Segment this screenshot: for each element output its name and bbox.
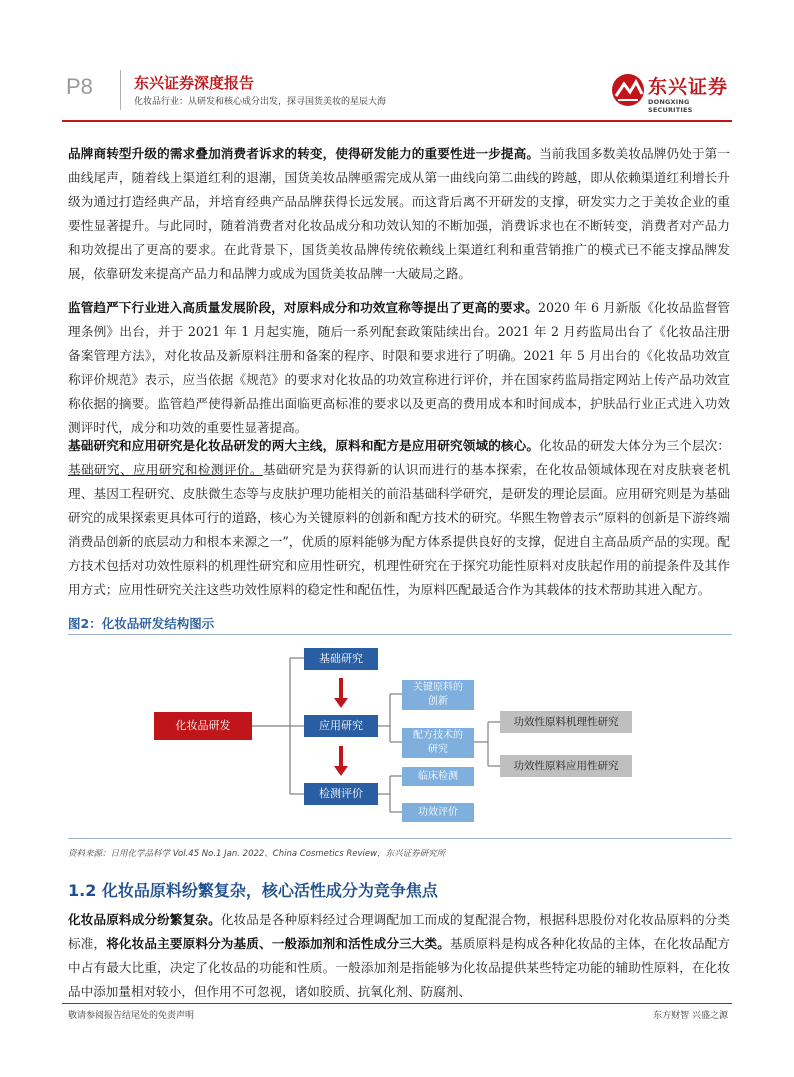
page-header [62, 64, 732, 120]
footer-rule [62, 1003, 732, 1004]
paragraph-4-lead: 化妆品原料成分纷繁复杂。 [68, 912, 221, 927]
section-heading: 1.2 化妆品原料纷繁复杂，核心活性成分为竞争焦点 [68, 881, 438, 900]
logo-text-en: DONGXING SECURITIES [648, 98, 693, 114]
paragraph-1-body: 当前我国多数美妆品牌仍处于第一曲线尾声，随着线上渠道红利的退潮，国货美妆品牌亟需完成从第一曲线向第二曲线的跨越，即从依赖渠道红利增长升级为通过打造经典产品，并培育经典产品品牌获得长远发展。而这背后离不开研发的支撑，研发实力之于美妆企业的重要性显著提升。与此同时，随着消费者对化妆品成分和功效认知的不断加强，消费诉求也在不断转变，消费者对产品力和功效提出了更高的要求。在此背景下，国货美妆品牌传统依赖线上渠道红利和重营销推广的模式已不能支撑品牌发展，依靠研发来提高产品力和品牌力或成为国货美妆品牌一大破局之路。 [68, 146, 731, 281]
node-testing-evaluation: 检测评价 [304, 783, 378, 805]
paragraph-2 [68, 296, 730, 440]
header-divider [120, 70, 121, 110]
logo-mark-icon [610, 70, 646, 110]
paragraph-4-body-a: 化妆品是各种原料经过合理调配加工而成的复配混合物，根据科思股份对化妆品原料的分类标准， [68, 912, 731, 951]
footer-disclaimer: 敬请参阅报告结尾处的免责声明 [68, 1011, 195, 1021]
node-formula-line1: 配方技术的 [413, 730, 463, 741]
node-key-material-innovation [402, 680, 474, 710]
figure-top-rule [68, 634, 732, 635]
paragraph-4-bold: 将化妆品主要原料分为基质、一般添加剂和活性成分三大类。 [106, 936, 451, 951]
figure-source: 资料来源：日用化学品科学 Vol.45 No.1 Jan. 2022、China Cosmetics Review，东兴证券研究所 [68, 849, 446, 859]
paragraph-4 [68, 908, 730, 1004]
node-mechanism-research: 功效性原料机理性研究 [500, 711, 632, 733]
node-efficacy-evaluation: 功效评价 [402, 803, 474, 822]
figure-caption: 图2：化妆品研发结构图示 [68, 616, 215, 631]
node-clinical-testing: 临床检测 [402, 767, 474, 786]
header-rule [62, 120, 732, 122]
node-key-material-line2: 创新 [428, 696, 448, 707]
node-basic-research: 基础研究 [304, 648, 378, 670]
paragraph-3-body-a: 化妆品的研发大体分为三个层次： [539, 438, 731, 453]
paragraph-3-lead: 基础研究和应用研究是化妆品研发的两大主线，原料和配方是应用研究领域的核心。 [68, 438, 540, 453]
page-number: P8 [66, 74, 93, 99]
paragraph-1-lead: 品牌商转型升级的需求叠加消费者诉求的转变，使得研发能力的重要性进一步提高。 [68, 146, 540, 161]
node-formula-line2: 研究 [428, 744, 448, 755]
company-logo [610, 70, 736, 114]
figure-bottom-rule [68, 838, 732, 839]
node-key-material-line1: 关键原料的 [413, 682, 463, 693]
report-title: 东兴证券深度报告 [134, 74, 255, 92]
footer-slogan: 东方财智 兴盛之源 [653, 1011, 728, 1021]
node-applied-research: 应用研究 [304, 715, 378, 737]
paragraph-2-body: 2020 年 6 月新版《化妆品监督管理条例》出台，并于 2021 年 1 月起实施，随后一系列配套政策陆续出台。2021 年 2 月药监局出台了《化妆品注册备案管理方法》，对化妆品及新原料注册和备案的程序、时限和要求进行了明确。2021 年 5 月出台的《化妆品功效宣称评价规范》表示，应当依据《规范》的要求对化妆品的功效宣称进行评价，并在国家药监局指定网站上传产品功效宣称依据的摘要。监管趋严使得新品推出面临更高标准的要求以及更高的费用成本和时间成本，护肤品行业正式进入功效测评时代，成分和功效的重要性显著提高。 [68, 300, 730, 435]
node-cosmetics-rd: 化妆品研发 [154, 712, 252, 740]
paragraph-4-body-b: 基质原料是构成各种化妆品的主体，在化妆品配方中占有最大比重，决定了化妆品的功能和性质。一般添加剂是指能够为化妆品提供某些特定功能的辅助性原料，在化妆品中添加量相对较小，但作用不可忽视，诸如胶质、抗氧化剂、防腐剂、 [68, 936, 731, 999]
paragraph-1 [68, 142, 730, 286]
paragraph-2-lead: 监管趋严下行业进入高质量发展阶段，对原料成分和功效宣称等提出了更高的要求。 [68, 300, 538, 315]
paragraph-3-underline: 基础研究、应用研究和检测评价。 [68, 462, 263, 477]
paragraph-3-body-b: 基础研究是为获得新的认识而进行的基本探索，在化妆品领域体现在对皮肤衰老机理、基因工程研究、皮肤微生态等与皮肤护理功能相关的前沿基础科学研究，是研发的理论层面。应用研究则是为基础研究的成果探索更具体可行的道路，核心为关键原料的创新和配方技术的研究。华熙生物曾表示“原料的创新是下游终端消费品创新的底层动力和根本来源之一”，优质的原料能够为配方体系提供良好的支撑，促进自主高品质产品的实现。配方技术包括对功效性原料的机理性研究和应用性研究，机理性研究在于探究功能性原料对皮肤起作用的前提条件及其作用方式；应用性研究关注这些功效性原料的稳定性和配伍性，为原料匹配最适合作为其载体的技术帮助其进入配方。 [68, 462, 731, 597]
logo-text-cn: 东兴证券 [648, 76, 729, 98]
node-formula-technology [402, 728, 474, 758]
node-application-research: 功效性原料应用性研究 [500, 755, 632, 777]
research-structure-diagram [68, 640, 732, 836]
report-subtitle: 化妆品行业：从研发和核心成分出发，探寻国货美妆的星辰大海 [134, 97, 387, 107]
paragraph-3 [68, 434, 730, 602]
